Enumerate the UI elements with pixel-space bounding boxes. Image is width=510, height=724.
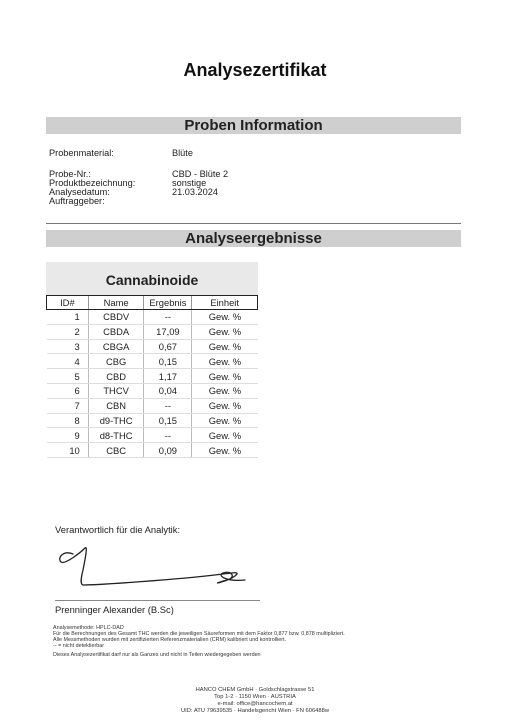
probe-nr-value: CBD - Blüte 2	[172, 169, 229, 179]
table-row	[47, 398, 258, 413]
cell-ergebnis: 17,09	[144, 324, 192, 339]
cell-ergebnis: --	[144, 428, 192, 443]
note-wiedergabe: Dieses Analysezertifikat darf nur als Ganzes und nicht in Teilen wiedergegeben werden	[53, 652, 261, 658]
table-row	[47, 339, 258, 354]
cannabinoide-table	[46, 295, 258, 458]
cell-id: 9	[47, 428, 89, 443]
produkt-label: Produktbezeichnung:	[49, 178, 136, 188]
cell-einheit: Gew. %	[192, 310, 258, 325]
table-row	[47, 443, 258, 458]
cell-id: 8	[47, 413, 89, 428]
cell-name: d9-THC	[88, 413, 144, 428]
table-row	[47, 310, 258, 325]
column-header-ergebnis: Ergebnis	[144, 296, 192, 310]
cell-name: THCV	[88, 383, 144, 398]
table-row	[47, 383, 258, 398]
cell-ergebnis: 0,15	[144, 413, 192, 428]
signature-image	[55, 540, 255, 598]
produkt-value: sonstige	[172, 178, 207, 188]
footer-registration: UID: ATU 79639535 · Handelsgericht Wien · FN 606488w	[180, 708, 330, 714]
section-divider	[46, 223, 461, 224]
footer-email: e-mail: office@hancochem.at	[217, 701, 293, 707]
cell-id: 6	[47, 383, 89, 398]
cell-einheit: Gew. %	[192, 383, 258, 398]
note-methode: Analysemethode: HPLC-DAD	[53, 625, 124, 631]
cell-einheit: Gew. %	[192, 398, 258, 413]
table-header-row	[47, 296, 258, 310]
cell-einheit: Gew. %	[192, 339, 258, 354]
cell-ergebnis: 0,09	[144, 443, 192, 458]
cell-id: 5	[47, 369, 89, 384]
signature-line	[55, 600, 260, 601]
cell-einheit: Gew. %	[192, 413, 258, 428]
cell-ergebnis: 0,04	[144, 383, 192, 398]
cell-einheit: Gew. %	[192, 354, 258, 369]
table-row	[47, 413, 258, 428]
cell-einheit: Gew. %	[192, 369, 258, 384]
section-header-ergebnisse: Analyseergebnisse	[46, 230, 461, 247]
cell-name: CBD	[88, 369, 144, 384]
cell-id: 2	[47, 324, 89, 339]
analysedatum-label: Analysedatum:	[49, 187, 110, 197]
probenmaterial-label: Probenmaterial:	[49, 148, 114, 158]
analysedatum-value: 21.03.2024	[172, 187, 218, 197]
auftraggeber-label: Auftraggeber:	[49, 196, 105, 206]
cell-id: 3	[47, 339, 89, 354]
table-row	[47, 354, 258, 369]
note-nicht-detektierbar: -- = nicht detektierbar	[53, 643, 105, 649]
probenmaterial-value: Blüte	[172, 148, 193, 158]
note-kalibrierung: Alle Messmethoden wurden mit zertifizierten Referenzmaterialien (CRM) kalibriert und kontrolliert.	[53, 637, 287, 643]
cell-name: CBDA	[88, 324, 144, 339]
page-title: Analysezertifikat	[183, 60, 327, 80]
cell-id: 10	[47, 443, 89, 458]
cell-id: 1	[47, 310, 89, 325]
cell-ergebnis: --	[144, 310, 192, 325]
section-header-proben: Proben Information	[46, 117, 461, 134]
cell-ergebnis: --	[144, 398, 192, 413]
cell-name: CBC	[88, 443, 144, 458]
cell-ergebnis: 0,67	[144, 339, 192, 354]
cell-einheit: Gew. %	[192, 428, 258, 443]
cell-id: 4	[47, 354, 89, 369]
signature-name: Prenninger Alexander (B.Sc)	[55, 604, 174, 615]
column-header-einheit: Einheit	[192, 296, 258, 310]
table-row	[47, 369, 258, 384]
cell-name: CBN	[88, 398, 144, 413]
cell-einheit: Gew. %	[192, 324, 258, 339]
cell-ergebnis: 0,15	[144, 354, 192, 369]
cell-ergebnis: 1,17	[144, 369, 192, 384]
cell-id: 7	[47, 398, 89, 413]
footer-company: HANCO CHEM GmbH · Goldschlagstrasse 51	[195, 687, 315, 693]
note-berechnung: Für die Berechnungen des Gesamt THC werden die jeweiligen Säureformen mit dem Faktor 0,877 bzw. 0,878 multipliziert.	[53, 631, 345, 637]
footer-address: Top 1-2 · 1150 Wien · AUSTRIA	[214, 694, 296, 700]
table-row	[47, 324, 258, 339]
column-header-id: ID#	[47, 296, 89, 310]
cell-name: CBDV	[88, 310, 144, 325]
table-title: Cannabinoide	[105, 272, 199, 288]
cell-einheit: Gew. %	[192, 443, 258, 458]
column-header-name: Name	[88, 296, 144, 310]
cell-name: CBGA	[88, 339, 144, 354]
cell-name: d8-THC	[88, 428, 144, 443]
signature-heading: Verantwortlich für die Analytik:	[55, 524, 181, 535]
probe-nr-label: Probe-Nr.:	[49, 169, 91, 179]
table-row	[47, 428, 258, 443]
cell-name: CBG	[88, 354, 144, 369]
